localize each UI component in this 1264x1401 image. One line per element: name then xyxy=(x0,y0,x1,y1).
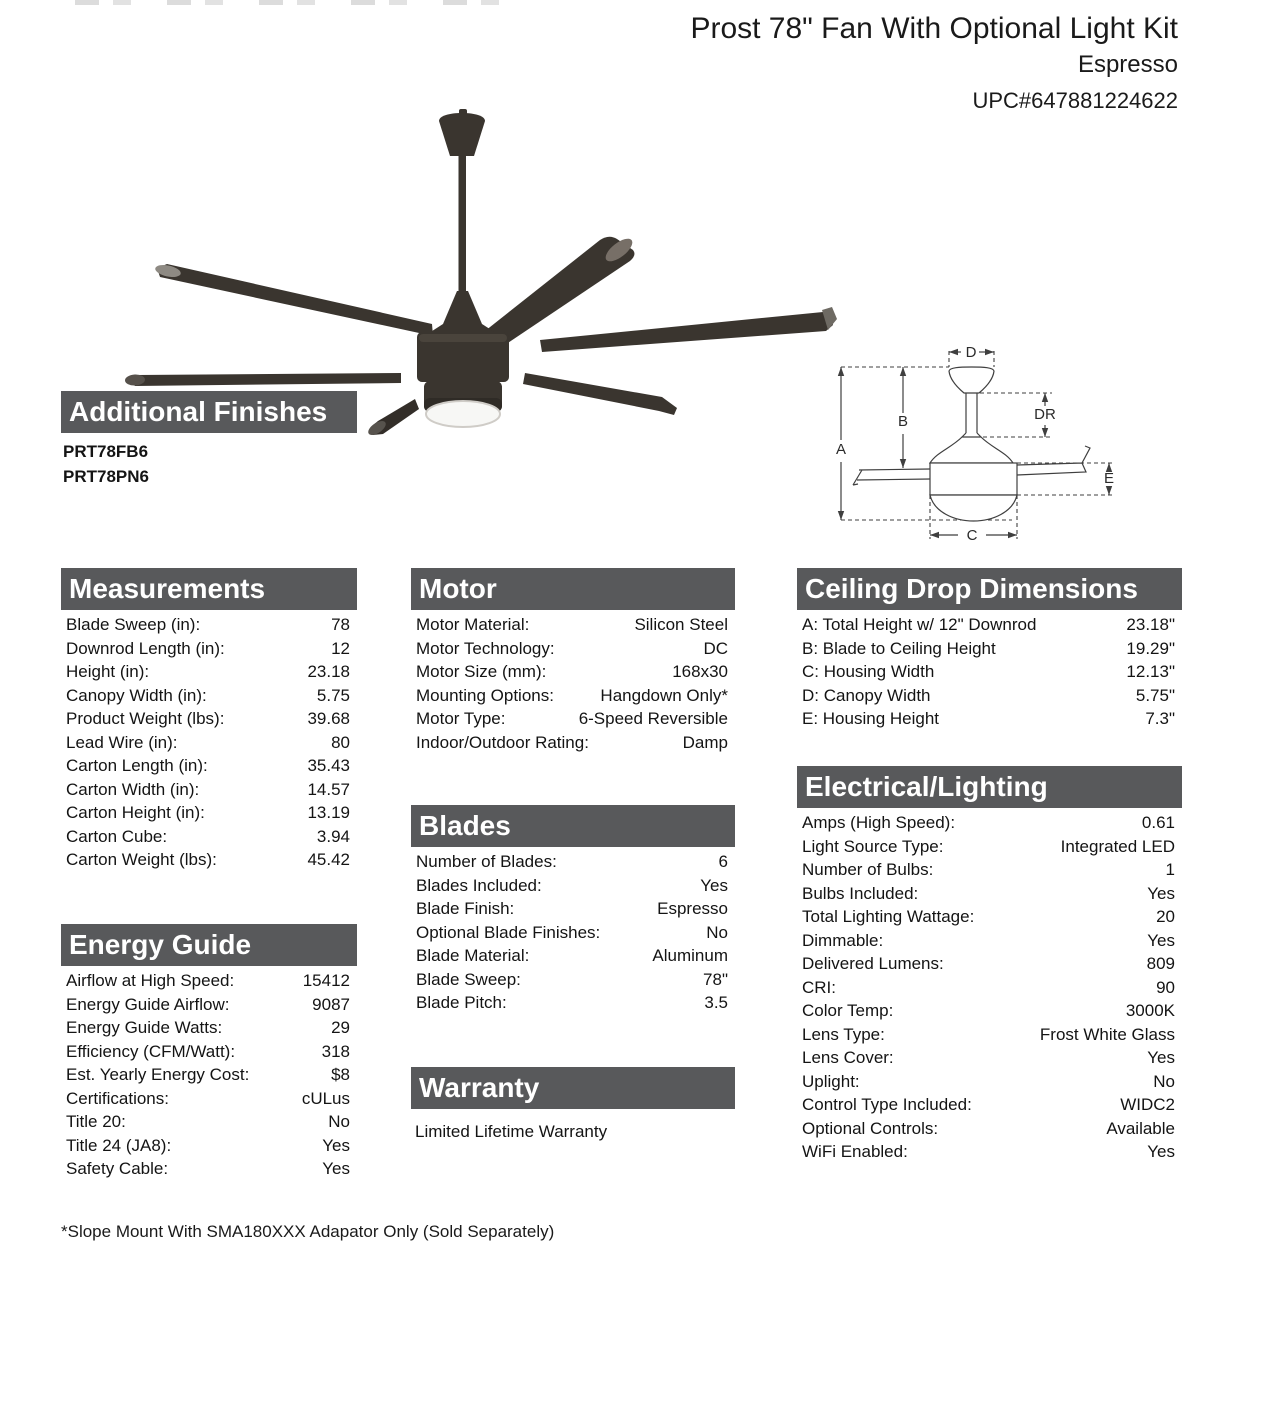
finish-code: PRT78PN6 xyxy=(63,467,149,486)
spec-label: Blade Finish: xyxy=(416,899,515,918)
spec-label: Lens Cover: xyxy=(802,1048,894,1067)
spec-row xyxy=(411,613,735,637)
spec-row xyxy=(411,897,735,921)
spec-value: 12 xyxy=(331,638,350,658)
spec-row xyxy=(797,905,1182,929)
spec-value: Yes xyxy=(1147,1048,1175,1067)
spec-label: E: Housing Height xyxy=(802,709,940,728)
spec-row xyxy=(61,1087,357,1111)
spec-label: C: Housing Width xyxy=(802,662,935,681)
spec-value: 6 xyxy=(718,852,728,871)
ceiling-drop-diagram xyxy=(828,336,1264,562)
spec-label: Carton Cube: xyxy=(66,826,168,846)
spec-label: Indoor/Outdoor Rating: xyxy=(416,732,589,752)
spec-value: 6-Speed Reversible xyxy=(578,709,728,728)
spec-value: 5.75" xyxy=(1135,685,1175,705)
spec-row xyxy=(61,1040,357,1064)
spec-label: Title 24 (JA8): xyxy=(66,1135,172,1155)
motor-section xyxy=(411,568,735,754)
spec-value: DC xyxy=(703,638,728,658)
spec-value: Silicon Steel xyxy=(634,615,728,634)
spec-label: Energy Guide Airflow: xyxy=(66,994,230,1014)
dim-label-b: B xyxy=(897,413,909,430)
blades-rows xyxy=(411,850,735,1015)
spec-row xyxy=(797,1070,1182,1094)
spec-value: Aluminum xyxy=(652,946,728,965)
spec-label: Energy Guide Watts: xyxy=(66,1018,223,1037)
ceiling-drop-header: Ceiling Drop Dimensions xyxy=(797,568,1182,610)
spec-row xyxy=(61,825,357,849)
spec-row xyxy=(797,637,1182,661)
spec-row xyxy=(797,660,1182,684)
spec-label: Blade Pitch: xyxy=(416,993,507,1012)
spec-label: Motor Size (mm): xyxy=(416,662,547,681)
spec-value: $8 xyxy=(331,1065,350,1084)
spec-value: 9087 xyxy=(312,994,350,1014)
spec-value: 3.5 xyxy=(704,993,728,1012)
additional-finishes-header: Additional Finishes xyxy=(61,391,357,433)
finish-code: PRT78FB6 xyxy=(63,442,149,461)
spec-row xyxy=(61,848,357,872)
spec-label: Optional Blade Finishes: xyxy=(416,922,601,942)
spec-label: Total Lighting Wattage: xyxy=(802,907,975,926)
spec-value: 45.42 xyxy=(307,850,350,869)
spec-label: Motor Type: xyxy=(416,709,506,728)
spec-row xyxy=(411,637,735,661)
spec-value: 23.18 xyxy=(307,662,350,681)
spec-row xyxy=(61,754,357,778)
spec-row xyxy=(797,1140,1182,1164)
spec-value: 1 xyxy=(1165,860,1175,879)
spec-value: 39.68 xyxy=(307,709,350,728)
spec-label: Est. Yearly Energy Cost: xyxy=(66,1065,250,1084)
spec-row xyxy=(797,684,1182,708)
spec-value: 78" xyxy=(703,969,728,989)
energy-guide-rows xyxy=(61,969,357,1181)
spec-row xyxy=(797,882,1182,906)
spec-row xyxy=(797,811,1182,835)
spec-row xyxy=(411,944,735,968)
spec-value: 5.75 xyxy=(316,685,350,705)
spec-label: Carton Weight (lbs): xyxy=(66,850,217,869)
electrical-header: Electrical/Lighting xyxy=(797,766,1182,808)
spec-value: Yes xyxy=(700,875,728,895)
spec-value: 809 xyxy=(1146,954,1175,973)
spec-row xyxy=(797,835,1182,859)
spec-value: 318 xyxy=(321,1041,350,1061)
spec-value: Yes xyxy=(1147,930,1175,950)
spec-label: Blades Included: xyxy=(416,875,542,895)
spec-row xyxy=(61,969,357,993)
spec-value: 20 xyxy=(1156,907,1175,926)
spec-row xyxy=(61,993,357,1017)
spec-label: Motor Technology: xyxy=(416,638,555,658)
spec-label: Carton Height (in): xyxy=(66,803,205,822)
spec-label: Safety Cable: xyxy=(66,1159,169,1178)
spec-row xyxy=(61,1157,357,1181)
spec-value: 0.61 xyxy=(1141,813,1175,832)
spec-value: 168x30 xyxy=(672,662,728,681)
spec-label: Optional Controls: xyxy=(802,1118,939,1138)
spec-row xyxy=(61,778,357,802)
spec-value: 3.94 xyxy=(316,826,350,846)
spec-row xyxy=(797,1023,1182,1047)
spec-row xyxy=(61,707,357,731)
electrical-section xyxy=(797,766,1182,1164)
spec-value: 15412 xyxy=(302,971,350,990)
upc-code: UPC#647881224622 xyxy=(972,88,1178,113)
spec-label: Blade Sweep: xyxy=(416,969,521,989)
spec-value: No xyxy=(328,1112,350,1131)
spec-label: CRI: xyxy=(802,977,836,997)
dim-label-a: A xyxy=(835,441,847,458)
energy-guide-header: Energy Guide xyxy=(61,924,357,966)
spec-row xyxy=(61,801,357,825)
spec-value: 29 xyxy=(331,1018,350,1037)
ceiling-drop-rows xyxy=(797,613,1182,731)
spec-value: 78 xyxy=(331,615,350,634)
spec-row xyxy=(797,613,1182,637)
spec-row xyxy=(797,976,1182,1000)
spec-row xyxy=(797,707,1182,731)
measurements-rows xyxy=(61,613,357,872)
spec-row xyxy=(797,929,1182,953)
spec-value: 13.19 xyxy=(307,803,350,822)
spec-label: Lead Wire (in): xyxy=(66,732,178,752)
spec-row xyxy=(411,968,735,992)
spec-value: cULus xyxy=(301,1088,350,1108)
spec-row xyxy=(411,707,735,731)
spec-row xyxy=(797,952,1182,976)
spec-label: Blade Material: xyxy=(416,946,530,965)
spec-label: Amps (High Speed): xyxy=(802,813,956,832)
spec-value: No xyxy=(1153,1071,1175,1091)
spec-row xyxy=(61,731,357,755)
spec-row xyxy=(797,1117,1182,1141)
spec-row xyxy=(61,1110,357,1134)
spec-label: Downrod Length (in): xyxy=(66,638,225,658)
spec-value: Frost White Glass xyxy=(1039,1024,1175,1044)
spec-label: Light Source Type: xyxy=(802,836,944,856)
slope-mount-footnote: *Slope Mount With SMA180XXX Adapator Only (Sold Separately) xyxy=(61,1222,555,1241)
spec-label: Delivered Lumens: xyxy=(802,954,944,973)
spec-value: 14.57 xyxy=(307,779,350,799)
blades-header: Blades xyxy=(411,805,735,847)
dim-label-e: E xyxy=(1103,470,1115,487)
spec-label: Airflow at High Speed: xyxy=(66,971,235,990)
energy-guide-section xyxy=(61,924,357,1181)
motor-rows xyxy=(411,613,735,754)
spec-row xyxy=(411,731,735,755)
spec-label: Color Temp: xyxy=(802,1001,894,1020)
spec-value: 12.13" xyxy=(1126,662,1175,681)
additional-finishes-list xyxy=(61,439,357,489)
measurements-section xyxy=(61,568,357,872)
spec-label: Number of Bulbs: xyxy=(802,860,934,879)
spec-label: Control Type Included: xyxy=(802,1095,972,1114)
spec-label: Title 20: xyxy=(66,1112,126,1131)
spec-value: 80 xyxy=(331,732,350,752)
page-title: Prost 78" Fan With Optional Light Kit xyxy=(690,12,1178,45)
spec-label: Blade Sweep (in): xyxy=(66,615,201,634)
spec-row xyxy=(797,999,1182,1023)
spec-value: Integrated LED xyxy=(1060,836,1175,856)
spec-row xyxy=(797,1046,1182,1070)
spec-row xyxy=(61,660,357,684)
spec-row xyxy=(797,1093,1182,1117)
spec-row xyxy=(61,1016,357,1040)
spec-row xyxy=(411,684,735,708)
spec-row xyxy=(411,921,735,945)
measurements-header: Measurements xyxy=(61,568,357,610)
spec-row xyxy=(411,991,735,1015)
spec-row xyxy=(411,874,735,898)
spec-row xyxy=(61,1063,357,1087)
dim-label-dr: DR xyxy=(1034,406,1056,423)
spec-value: 35.43 xyxy=(307,756,350,775)
additional-finishes-section xyxy=(61,391,357,489)
spec-value: Yes xyxy=(1147,883,1175,903)
spec-label: A: Total Height w/ 12" Downrod xyxy=(802,615,1037,634)
spec-value: 23.18" xyxy=(1126,615,1175,634)
spec-label: Carton Width (in): xyxy=(66,779,200,799)
spec-label: Canopy Width (in): xyxy=(66,685,207,705)
spec-row xyxy=(61,613,357,637)
spec-label: Height (in): xyxy=(66,662,150,681)
dim-label-c: C xyxy=(966,527,978,544)
spec-row xyxy=(411,850,735,874)
dim-label-d: D xyxy=(965,344,977,361)
spec-label: Mounting Options: xyxy=(416,685,554,705)
spec-value: Damp xyxy=(682,732,728,752)
spec-label: Number of Blades: xyxy=(416,852,557,871)
spec-row xyxy=(61,684,357,708)
spec-value: Available xyxy=(1106,1118,1175,1138)
blades-section xyxy=(411,805,735,1015)
warranty-header: Warranty xyxy=(411,1067,735,1109)
spec-label: WiFi Enabled: xyxy=(802,1142,908,1161)
spec-label: Efficiency (CFM/Watt): xyxy=(66,1041,236,1061)
spec-label: Motor Material: xyxy=(416,615,530,634)
spec-label: D: Canopy Width xyxy=(802,685,931,705)
spec-row xyxy=(61,637,357,661)
spec-label: B: Blade to Ceiling Height xyxy=(802,638,996,658)
spec-row xyxy=(61,1134,357,1158)
spec-value: Espresso xyxy=(657,899,728,918)
ceiling-drop-section xyxy=(797,568,1182,731)
spec-value: Hangdown Only* xyxy=(600,685,728,705)
spec-value: Yes xyxy=(322,1135,350,1155)
electrical-rows xyxy=(797,811,1182,1164)
cropped-text-remnant xyxy=(75,0,510,5)
spec-value: 7.3" xyxy=(1145,709,1175,728)
spec-label: Dimmable: xyxy=(802,930,884,950)
spec-value: 90 xyxy=(1156,977,1175,997)
spec-value: WIDC2 xyxy=(1120,1095,1175,1114)
spec-row xyxy=(797,858,1182,882)
spec-label: Uplight: xyxy=(802,1071,860,1091)
warranty-section xyxy=(411,1067,735,1144)
spec-value: Yes xyxy=(322,1159,350,1178)
spec-label: Lens Type: xyxy=(802,1024,885,1044)
spec-value: Yes xyxy=(1147,1142,1175,1161)
spec-row xyxy=(411,660,735,684)
finish-name: Espresso xyxy=(1077,51,1178,78)
warranty-text: Limited Lifetime Warranty xyxy=(415,1122,608,1141)
motor-header: Motor xyxy=(411,568,735,610)
spec-label: Carton Length (in): xyxy=(66,756,208,775)
spec-label: Bulbs Included: xyxy=(802,883,919,903)
spec-value: No xyxy=(706,922,728,942)
spec-value: 3000K xyxy=(1125,1001,1175,1020)
spec-label: Certifications: xyxy=(66,1088,169,1108)
spec-value: 19.29" xyxy=(1126,638,1175,658)
spec-label: Product Weight (lbs): xyxy=(66,709,225,728)
